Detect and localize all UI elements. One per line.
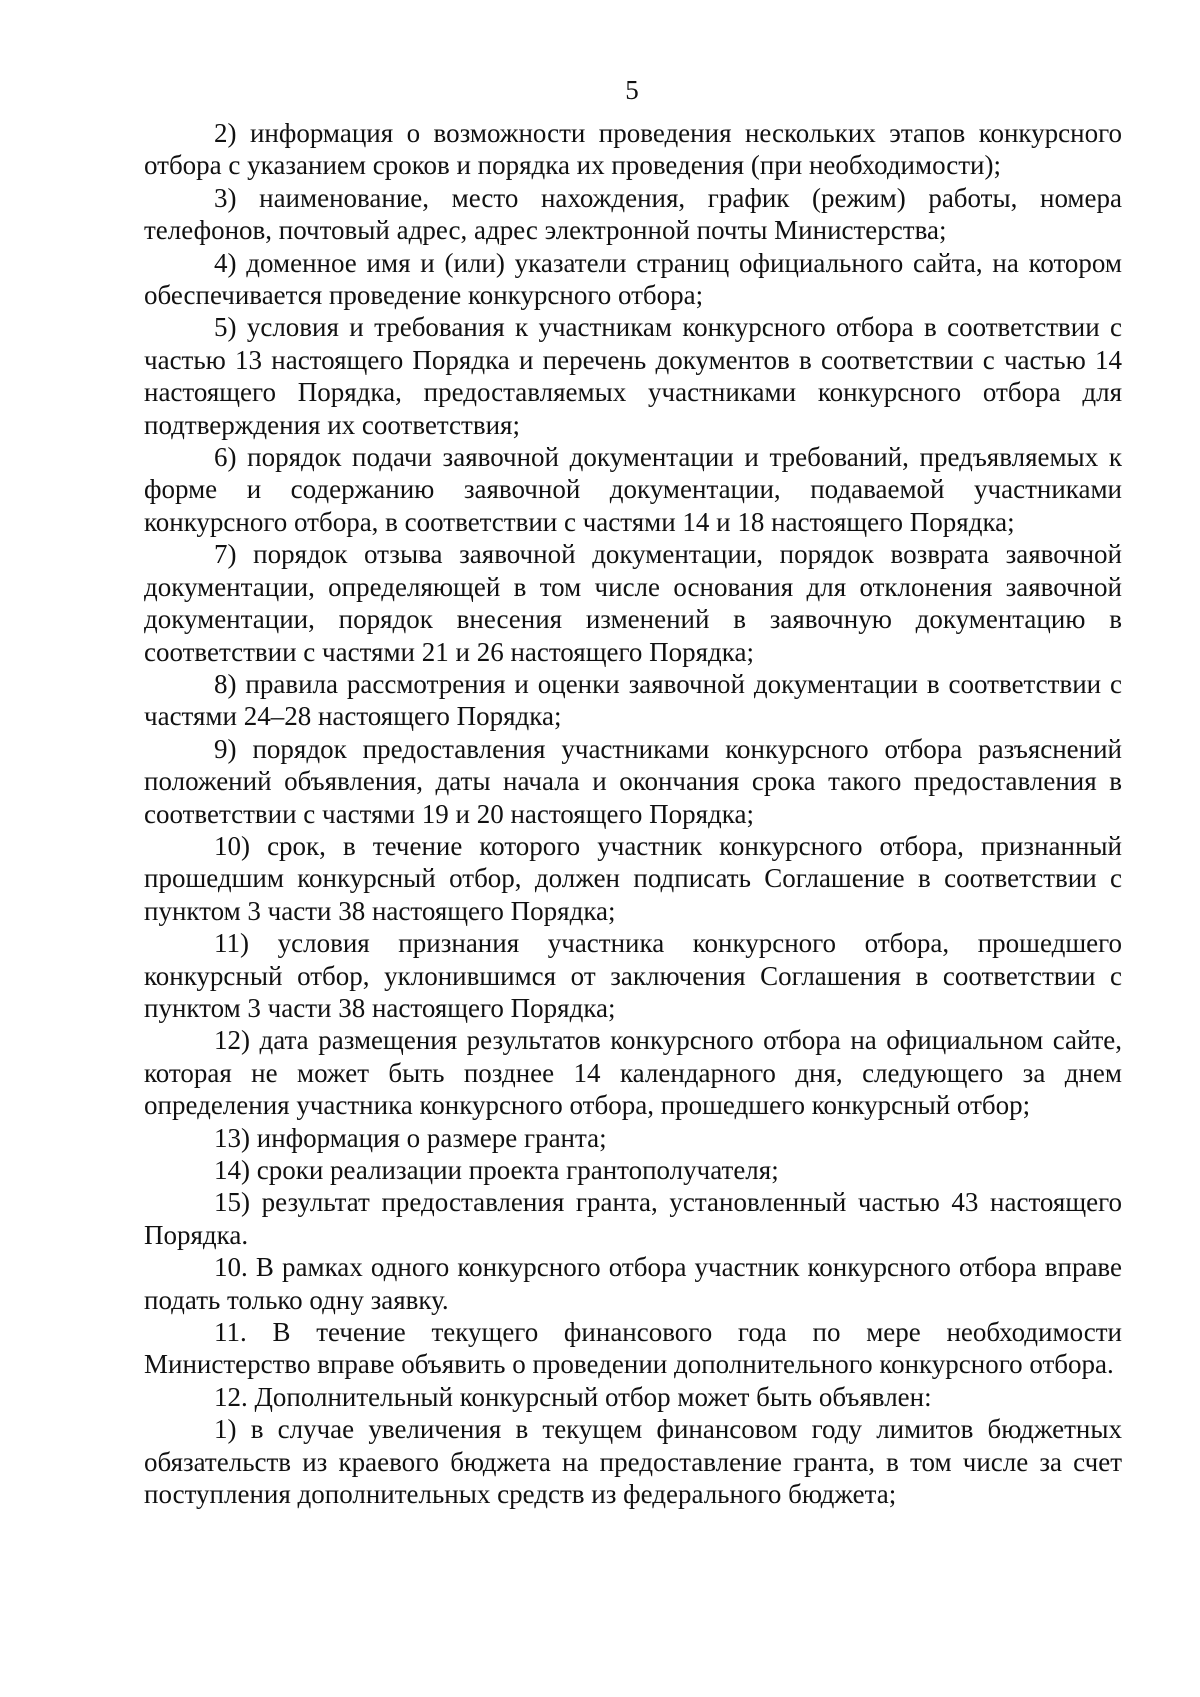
paragraph-item-6: 6) порядок подачи заявочной документации и требований, предъявляемых к форме и содержанию заявочной документации, подаваемой участниками конкурсного отбора, в соответствии с частями 14 и 18 настоящего Порядка; [144, 442, 1122, 537]
page-number: 5 [625, 75, 639, 105]
paragraph-item-7: 7) порядок отзыва заявочной документации, порядок возврата заявочной документации, определяющей в том числе основания для отклонения заявочной документации, порядок внесения изменений в заявочную документацию в соответствии с частями 21 и 26 настоящего Порядка; [144, 539, 1122, 667]
paragraph-part-11: 11. В течение текущего финансового года по мере необходимости Министерство вправе объявить о проведении дополнительного конкурсного отбора. [144, 1317, 1122, 1380]
paragraph-item-12: 12) дата размещения результатов конкурсного отбора на официальном сайте, которая не может быть позднее 14 календарного дня, следующего за днем определения участника конкурсного отбора, прошедшего конкурсный отбор; [144, 1025, 1122, 1121]
paragraph-item-8: 8) правила рассмотрения и оценки заявочной документации в соответствии с частями 24–28 настоящего Порядка; [144, 668, 1122, 732]
paragraph-item-3: 3) наименование, место нахождения, график (режим) работы, номера телефонов, почтовый адрес, адрес электронной почты Министерства; [144, 182, 1122, 246]
paragraph-item-5: 5) условия и требования к участникам конкурсного отбора в соответствии с частью 13 настоящего Порядка и перечень документов в соответствии с частью 14 настоящего Порядка, предоставляемых участниками конкурсного отбора для подтверждения их соответствия; [144, 312, 1122, 440]
paragraph-item-10: 10) срок, в течение которого участник конкурсного отбора, признанный прошедшим конкурсный отбор, должен подписать Соглашение в соответствии с пунктом 3 части 38 настоящего Порядка; [144, 830, 1122, 926]
paragraph-item-13: 13) информация о размере гранта; [214, 1122, 607, 1153]
paragraph-part-12: 12. Дополнительный конкурсный отбор может быть объявлен: [214, 1381, 932, 1412]
paragraph-part-10: 10. В рамках одного конкурсного отбора участник конкурсного отбора вправе подать только одну заявку. [144, 1252, 1122, 1315]
paragraph-item-15: 15) результат предоставления гранта, установленный частью 43 настоящего Порядка. [144, 1187, 1122, 1250]
paragraph-item-14: 14) сроки реализации проекта грантополучателя; [214, 1155, 779, 1185]
paragraph-item-11: 11) условия признания участника конкурсного отбора, прошедшего конкурсный отбор, уклонившимся от заключения Соглашения в соответствии с пунктом 3 части 38 настоящего Порядка; [144, 928, 1122, 1023]
paragraph-subitem-1: 1) в случае увеличения в текущем финансовом году лимитов бюджетных обязательств из краевого бюджета на предоставление гранта, в том числе за счет поступления дополнительных средств из федерального бюджета; [144, 1414, 1122, 1510]
paragraph-item-2: 2) информация о возможности проведения нескольких этапов конкурсного отбора с указанием сроков и порядка их проведения (при необходимости); [144, 118, 1122, 181]
document-body [144, 117, 1122, 1510]
paragraph-item-4: 4) доменное имя и (или) указатели страниц официального сайта, на котором обеспечивается проведение конкурсного отбора; [144, 247, 1122, 311]
paragraph-item-9: 9) порядок предоставления участниками конкурсного отбора разъяснений положений объявления, даты начала и окончания срока такого предоставления в соответствии с частями 19 и 20 настоящего Порядка; [144, 733, 1122, 829]
